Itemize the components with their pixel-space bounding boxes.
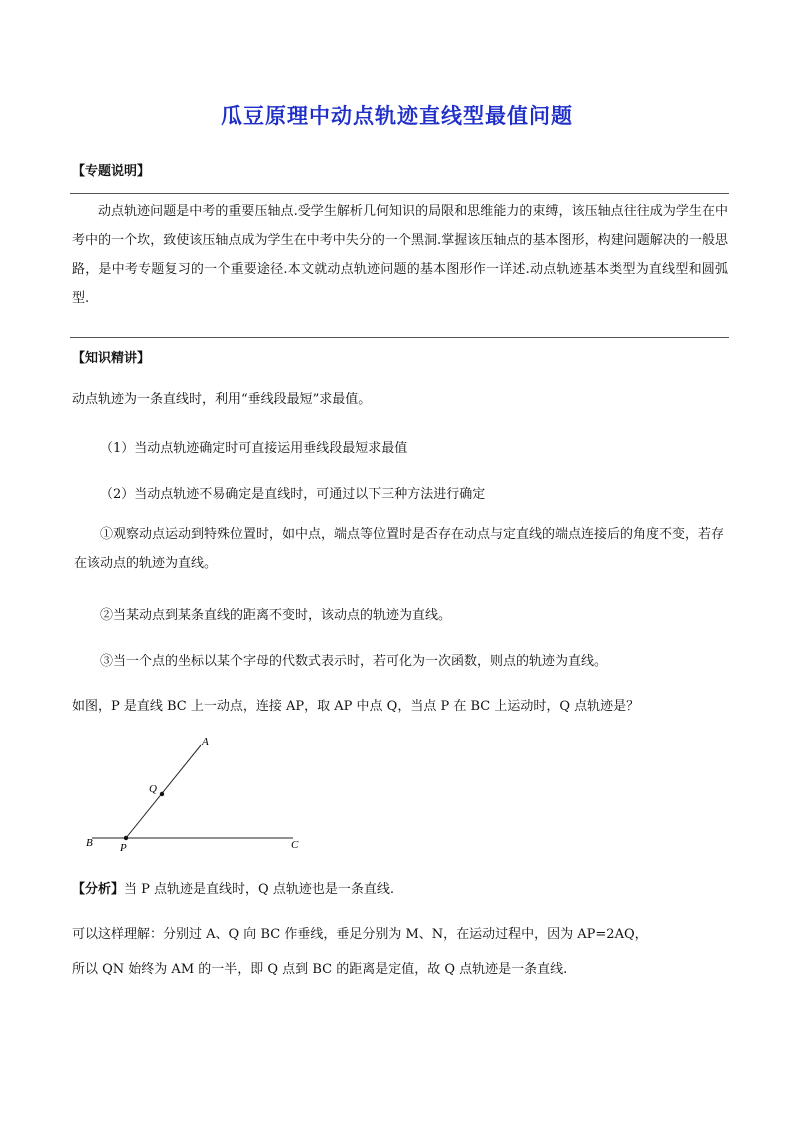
divider	[70, 193, 729, 194]
topic-description: 动点轨迹问题是中考的重要压轴点.受学生解析几何知识的局限和思维能力的束缚，该压轴点往往成为学生在中考中的一个坎，致使该压轴点成为学生在中考中失分的一个黑洞.掌握该压轴点的基本图形，构建问题解决的一般思路，是中考专题复习的一个重要途径.本文就动点轨迹问题的基本图形作一详述.动点轨迹基本类型为直线型和圆弧型.	[72, 204, 728, 306]
label-q: Q	[149, 783, 157, 795]
label-a: A	[202, 736, 209, 748]
page-title: 瓜豆原理中动点轨迹直线型最值问题	[221, 104, 573, 128]
lead-text: 动点轨迹为一条直线时，利用“垂线段最短”求最值。	[72, 392, 372, 407]
divider	[70, 337, 729, 338]
list-item: （2）当动点轨迹不易确定是直线时，可通过以下三种方法进行确定	[100, 487, 486, 502]
label-c: C	[291, 839, 299, 851]
analysis-text: 当 P 点轨迹是直线时，Q 点轨迹也是一条直线.	[124, 882, 394, 897]
explanation-line-2: 所以 QN 始终为 AM 的一半，即 Q 点到 BC 的距离是定值，故 Q 点轨迹是一条直线.	[72, 962, 568, 977]
point-p	[124, 836, 128, 840]
explanation-line-1: 可以这样理解：分别过 A、Q 向 BC 作垂线，垂足分别为 M、N，在运动过程中，因为 AP=2AQ，	[72, 927, 648, 942]
section-heading-topic: 【专题说明】	[72, 164, 151, 179]
label-p: P	[120, 842, 127, 854]
list-item: （1）当动点轨迹确定时可直接运用垂线段最短求最值	[100, 441, 408, 456]
analysis	[72, 878, 394, 897]
analysis-tag: 【分析】	[72, 882, 125, 897]
section-heading-knowledge: 【知识精讲】	[72, 351, 151, 366]
point-q	[160, 792, 164, 796]
label-b: B	[86, 837, 93, 849]
method-one: ①观察动点运动到特殊位置时，如中点，端点等位置时是否存在动点与定直线的端点连接后的角度不变，若存在该动点的轨迹为直线。	[74, 527, 725, 571]
method-two: ②当某动点到某条直线的距离不变时，该动点的轨迹为直线。	[100, 608, 452, 623]
segment-ap	[126, 745, 201, 838]
method-three: ③当一个点的坐标以某个字母的代数式表示时，若可化为一次函数，则点的轨迹为直线。	[100, 654, 608, 669]
question-text: 如图，P 是直线 BC 上一动点，连接 AP，取 AP 中点 Q，当点 P 在 BC 上运动时，Q 点轨迹是？	[72, 699, 640, 714]
geometry-figure	[80, 730, 310, 855]
